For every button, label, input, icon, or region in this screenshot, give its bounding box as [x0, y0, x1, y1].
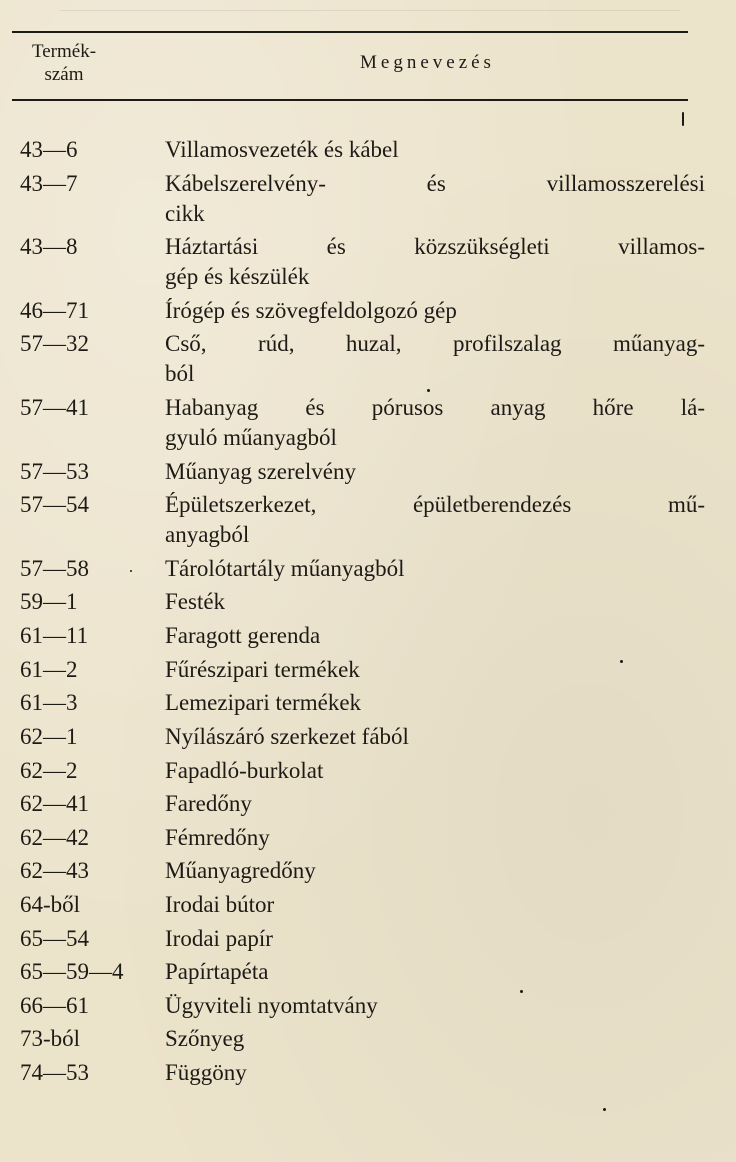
- product-name-line: cikk: [165, 200, 205, 226]
- product-number: 43—8: [20, 234, 78, 260]
- print-speck: [427, 389, 430, 392]
- product-name: [165, 991, 705, 1021]
- table-row: [0, 554, 736, 584]
- column-header-number-line1: Termék-: [31, 41, 97, 62]
- print-speck: [603, 1108, 606, 1111]
- product-name-line: ból: [165, 361, 195, 387]
- product-number: 73-ból: [20, 1026, 81, 1052]
- product-name: [165, 1058, 705, 1088]
- product-name-line: Cső, rúd, huzal, profilszalag műanyag-: [165, 331, 705, 357]
- product-name-line: Villamosvezeték és kábel: [165, 137, 399, 162]
- table-row: [0, 587, 736, 617]
- table-row: [0, 393, 736, 453]
- print-speck: [130, 570, 132, 572]
- print-speck: [620, 660, 623, 663]
- product-number: 62—1: [20, 723, 78, 749]
- table-row: [0, 169, 736, 229]
- table-row: [0, 823, 736, 853]
- product-name-line: Háztartási és közszükségleti villamos-: [165, 234, 705, 260]
- product-table: [0, 135, 736, 1092]
- table-row: [0, 722, 736, 752]
- product-name-line: Fapadló-burkolat: [165, 757, 324, 783]
- product-name: [165, 587, 705, 617]
- product-name: [165, 621, 705, 651]
- product-name-line: Lemezipari termékek: [165, 690, 362, 716]
- product-name: [165, 135, 705, 165]
- product-number: 61—2: [20, 656, 78, 682]
- product-number: 64-ből: [20, 891, 81, 917]
- product-name: [165, 457, 705, 487]
- product-number: 74—53: [20, 1060, 89, 1086]
- column-header-name: Megnevezés: [360, 52, 495, 73]
- product-name-line: Fűrészipari termékek: [165, 656, 360, 682]
- product-name-line: Szőnyeg: [165, 1026, 245, 1052]
- table-row: [0, 924, 736, 954]
- table-row: [0, 621, 736, 651]
- product-name: [165, 393, 705, 453]
- product-number: 65—54: [20, 925, 89, 951]
- table-row: [0, 957, 736, 987]
- header-bottom-rule: [12, 99, 688, 101]
- product-name: [165, 490, 705, 550]
- table-row: [0, 991, 736, 1021]
- product-name: [165, 924, 705, 954]
- print-speck: [682, 112, 684, 126]
- table-row: [0, 688, 736, 718]
- product-name-line: Műanyag szerelvény: [165, 458, 356, 484]
- product-name: [165, 232, 705, 292]
- product-name-line: Kábelszerelvény- és villamosszerelési: [165, 170, 705, 196]
- product-name: [165, 554, 705, 584]
- table-row: [0, 1058, 736, 1088]
- product-name-line: Papírtapéta: [165, 959, 269, 985]
- column-header-number: [14, 40, 114, 86]
- product-name: [165, 789, 705, 819]
- product-number: 62—41: [20, 791, 89, 817]
- table-row: [0, 135, 736, 165]
- product-number: 61—11: [20, 623, 89, 649]
- product-name: [165, 655, 705, 685]
- product-number: 62—43: [20, 858, 89, 884]
- table-row: [0, 856, 736, 886]
- product-name-line: Irodai papír: [165, 925, 273, 951]
- product-name: [165, 329, 705, 389]
- product-name: [165, 688, 705, 718]
- product-name: [165, 890, 705, 920]
- product-name-line: Függöny: [165, 1060, 247, 1086]
- product-name-line: Faragott gerenda: [165, 623, 321, 649]
- table-row: [0, 296, 736, 326]
- product-name-line: Tárolótartály műanyagból: [165, 555, 405, 581]
- product-name-line: Habanyag és pórusos anyag hőre lá-: [165, 395, 705, 421]
- table-row: [0, 756, 736, 786]
- product-number: 57—53: [20, 458, 89, 484]
- table-row: [0, 655, 736, 685]
- table-row: [0, 232, 736, 292]
- product-name-line: gép és készülék: [165, 264, 310, 290]
- product-name-line: Nyílászáró szerkezet fából: [165, 723, 409, 749]
- product-number: 46—71: [20, 297, 89, 323]
- product-name: [165, 957, 705, 987]
- product-name: [165, 722, 705, 752]
- column-header-number-line2: szám: [44, 64, 84, 85]
- table-row: [0, 490, 736, 550]
- table-row: [0, 329, 736, 389]
- table-row: [0, 890, 736, 920]
- table-row: [0, 789, 736, 819]
- product-name-line: Épületszerkezet, épületberendezés mű-: [165, 492, 705, 518]
- product-name-line: Festék: [165, 589, 226, 615]
- product-number: 43—6: [20, 137, 78, 162]
- faint-bleed-rule: [60, 10, 680, 11]
- table-top-rule: [12, 31, 688, 33]
- product-number: 66—61: [20, 992, 89, 1018]
- product-name-line: Írógép és szövegfeldolgozó gép: [165, 297, 457, 323]
- product-number: 57—58: [20, 555, 89, 581]
- product-number: 57—32: [20, 331, 89, 357]
- product-name-line: Irodai bútor: [165, 891, 275, 917]
- product-name-line: Ügyviteli nyomtatvány: [165, 992, 378, 1018]
- product-number: 57—41: [20, 395, 89, 421]
- product-name-line: anyagból: [165, 522, 250, 548]
- product-number: 65—59—4: [20, 959, 124, 985]
- product-name-line: gyuló műanyagból: [165, 425, 337, 451]
- print-speck: [520, 990, 523, 993]
- product-name: [165, 823, 705, 853]
- product-number: 57—54: [20, 492, 89, 518]
- table-row: [0, 1024, 736, 1054]
- product-name: [165, 296, 705, 326]
- product-name-line: Fémredőny: [165, 824, 270, 850]
- product-name: [165, 856, 705, 886]
- table-row: [0, 457, 736, 487]
- product-name: [165, 169, 705, 229]
- product-number: 61—3: [20, 690, 78, 716]
- product-number: 62—42: [20, 824, 89, 850]
- product-number: 62—2: [20, 757, 78, 783]
- product-name: [165, 756, 705, 786]
- product-name-line: Műanyagredőny: [165, 858, 316, 884]
- product-name: [165, 1024, 705, 1054]
- product-number: 59—1: [20, 589, 78, 615]
- product-name-line: Faredőny: [165, 791, 252, 817]
- product-number: 43—7: [20, 170, 78, 196]
